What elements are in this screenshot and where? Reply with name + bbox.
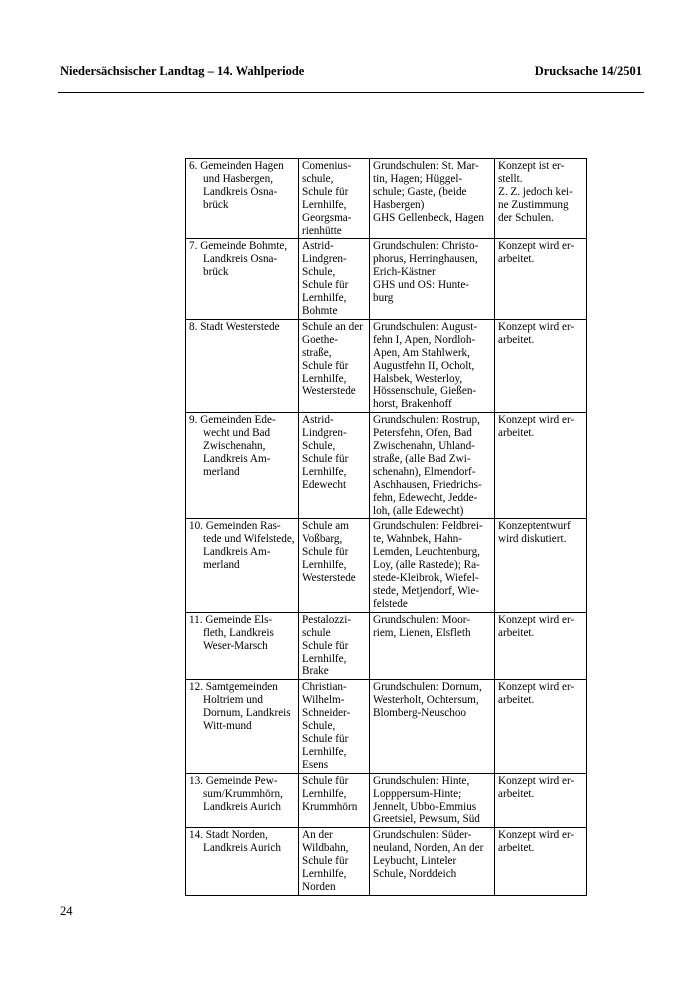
status-cell: Konzept wird er- arbeitet.: [495, 239, 587, 319]
running-header-title: Niedersächsischer Landtag – 14. Wahlperiode: [60, 64, 305, 78]
municipality-cell: 9. Gemeinden Ede-wecht und Bad Zwischenahn, Landkreis Am-merland: [186, 413, 299, 519]
schools-table: [185, 158, 587, 896]
partner-schools-cell: Grundschulen: Dornum, Westerholt, Ochtersum, Blomberg-Neuschoo: [370, 680, 495, 773]
school-cell: Astrid- Lindgren- Schule, Schule für Lernhilfe, Edewecht: [299, 413, 370, 519]
municipality-cell: 8. Stadt Westerstede: [186, 319, 299, 412]
table-row: [186, 828, 587, 896]
table-row: [186, 519, 587, 612]
school-cell: Schule für Lernhilfe, Krummhörn: [299, 773, 370, 828]
municipality-cell: 10. Gemeinden Ras-tede und Wifelstede, Landkreis Am-merland: [186, 519, 299, 612]
partner-schools-cell: Grundschulen: Christo- phorus, Herringhausen, Erich-Kästner GHS und OS: Hunte- burg: [370, 239, 495, 319]
status-cell: Konzeptentwurf wird diskutiert.: [495, 519, 587, 612]
partner-schools-cell: Grundschulen: August- fehn I, Apen, Nordloh- Apen, Am Stahlwerk, Augustfehn II, Ocholt, Halsbek, Westerloy, Hössenschule, Gießen- horst, Brakenhoff: [370, 319, 495, 412]
school-cell: Schule an der Goethe- straße, Schule für Lernhilfe, Westerstede: [299, 319, 370, 412]
status-cell: Konzept wird er- arbeitet.: [495, 612, 587, 680]
school-cell: Christian- Wilhelm- Schneider- Schule, Schule für Lernhilfe, Esens: [299, 680, 370, 773]
status-cell: Konzept wird er- arbeitet.: [495, 773, 587, 828]
partner-schools-cell: Grundschulen: Rostrup, Petersfehn, Ofen, Bad Zwischenahn, Uhland- straße, (alle Bad Zwi- schenahn), Elmendorf- Aschhausen, Friedrichs- fehn, Edewecht, Jedde- loh, (alle Edewecht): [370, 413, 495, 519]
table-row: [186, 239, 587, 319]
municipality-cell: 14. Stadt Norden, Landkreis Aurich: [186, 828, 299, 896]
school-cell: Schule am Voßbarg, Schule für Lernhilfe, Westerstede: [299, 519, 370, 612]
school-cell: Astrid- Lindgren- Schule, Schule für Lernhilfe, Bohmte: [299, 239, 370, 319]
partner-schools-cell: Grundschulen: Hinte, Lopppersum-Hinte; Jennelt, Ubbo-Emmius Greetsiel, Pewsum, Süd: [370, 773, 495, 828]
municipality-cell: 7. Gemeinde Bohmte, Landkreis Osna-brück: [186, 239, 299, 319]
partner-schools-cell: Grundschulen: Feldbrei- te, Wahnbek, Hahn- Lemden, Leuchtenburg, Loy, (alle Rastede); Ra- stede-Kleibrok, Wiefel- stede, Metjendorf, Wie- felstede: [370, 519, 495, 612]
municipality-cell: 6. Gemeinden Hagen und Hasbergen, Landkreis Osna-brück: [186, 159, 299, 239]
table-row: [186, 159, 587, 239]
partner-schools-cell: Grundschulen: St. Mar- tin, Hagen; Hüggel- schule; Gaste, (beide Hasbergen) GHS Gellenbeck, Hagen: [370, 159, 495, 239]
page-number: 24: [60, 904, 73, 918]
status-cell: Konzept wird er- arbeitet.: [495, 319, 587, 412]
partner-schools-cell: Grundschulen: Moor- riem, Lienen, Elsfleth: [370, 612, 495, 680]
school-cell: Comenius- schule, Schule für Lernhilfe, Georgsma- rienhütte: [299, 159, 370, 239]
table-row: [186, 612, 587, 680]
status-cell: Konzept ist er- stellt. Z. Z. jedoch kei- ne Zustimmung der Schulen.: [495, 159, 587, 239]
document-number: Drucksache 14/2501: [534, 64, 642, 78]
table-row: [186, 773, 587, 828]
status-cell: Konzept wird er- arbeitet.: [495, 680, 587, 773]
status-cell: Konzept wird er- arbeitet.: [495, 413, 587, 519]
table-row: [186, 413, 587, 519]
status-cell: Konzept wird er- arbeitet.: [495, 828, 587, 896]
table-row: [186, 319, 587, 412]
partner-schools-cell: Grundschulen: Süder- neuland, Norden, An der Leybucht, Linteler Schule, Norddeich: [370, 828, 495, 896]
school-cell: Pestalozzi- schule Schule für Lernhilfe, Brake: [299, 612, 370, 680]
municipality-cell: 12. Samtgemeinden Holtriem und Dornum, Landkreis Witt-mund: [186, 680, 299, 773]
municipality-cell: 11. Gemeinde Els-fleth, Landkreis Weser-Marsch: [186, 612, 299, 680]
header-rule: [58, 92, 644, 93]
school-cell: An der Wildbahn, Schule für Lernhilfe, Norden: [299, 828, 370, 896]
municipality-cell: 13. Gemeinde Pew-sum/Krummhörn, Landkreis Aurich: [186, 773, 299, 828]
table-row: [186, 680, 587, 773]
